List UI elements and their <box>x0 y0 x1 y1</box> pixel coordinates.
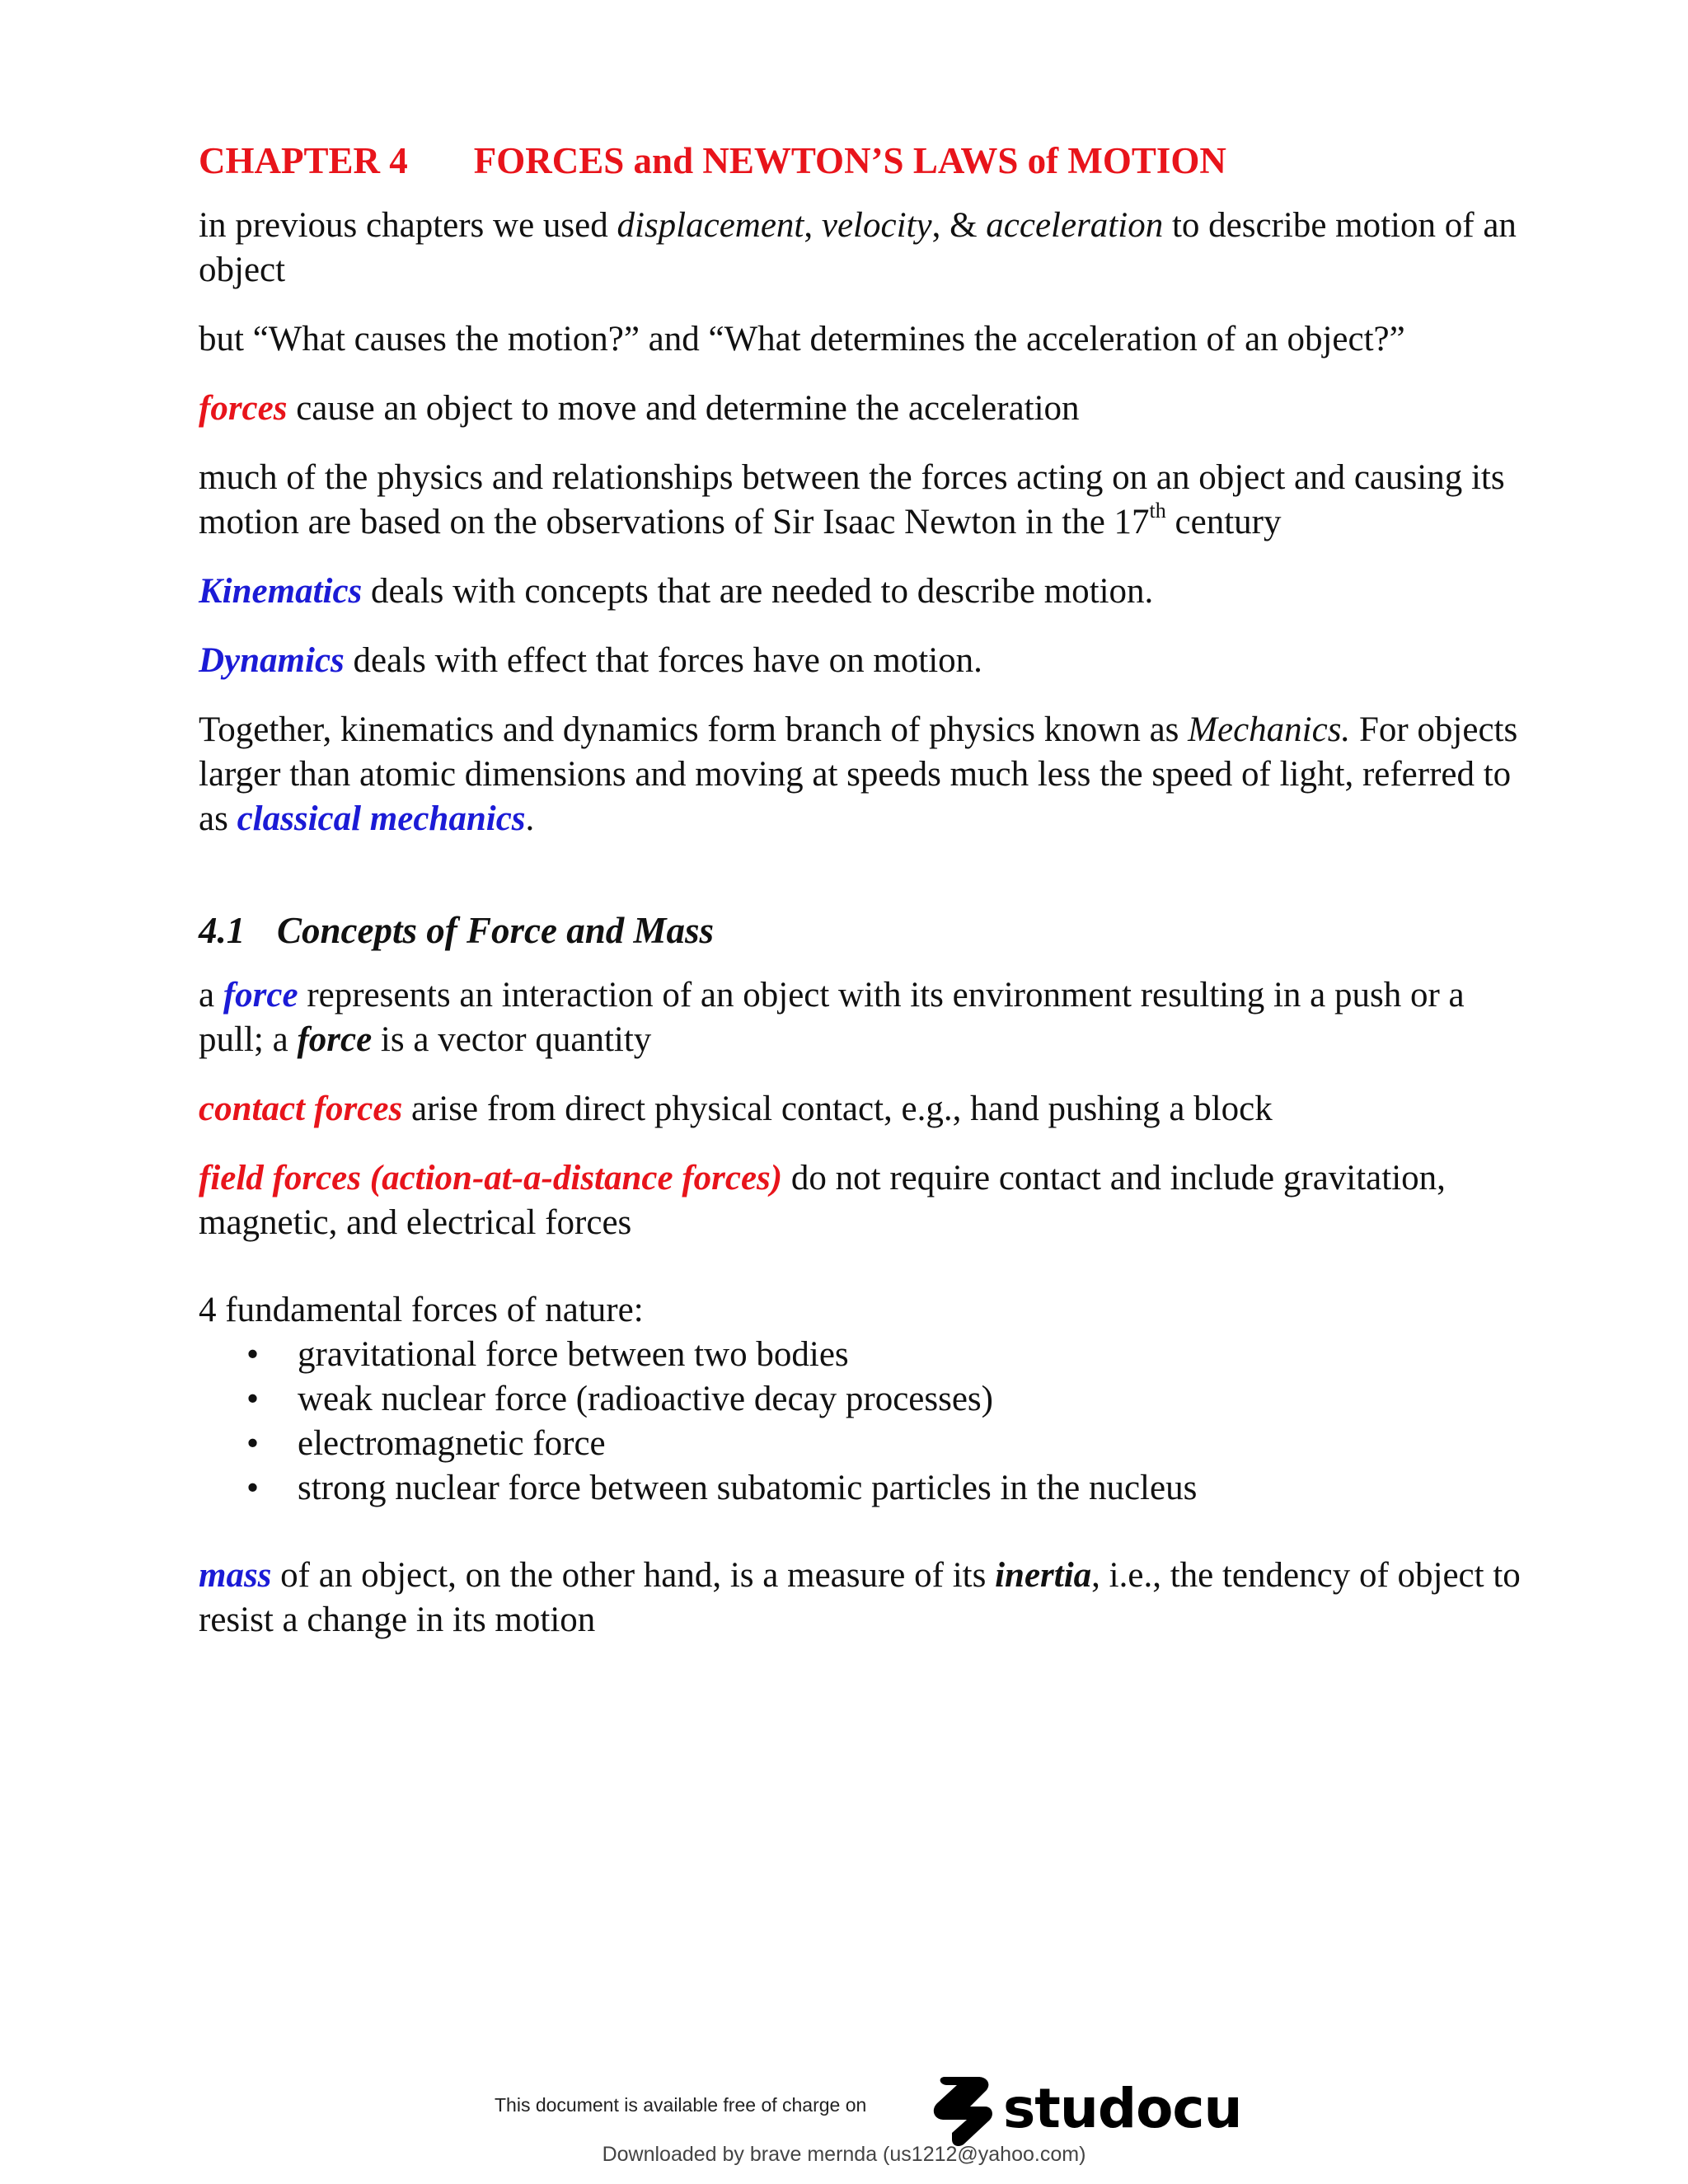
term-force-bold: force <box>297 1020 373 1059</box>
text-run: to describe motion of an object <box>199 206 1517 289</box>
text-run: Together, kinematics and dynamics form branch of physics known as <box>199 710 1189 749</box>
paragraph-previous-chapters <box>199 204 1526 293</box>
term-dynamics: Dynamics <box>199 641 345 680</box>
footer-downloaded-text: Downloaded by brave mernda (us1212@yahoo.com) <box>602 2143 1086 2166</box>
chapter-label: CHAPTER 4 <box>199 140 408 181</box>
paragraph-question: but “What causes the motion?” and “What determines the acceleration of an object?” <box>199 320 1405 359</box>
text-run: century <box>1165 503 1282 541</box>
paragraph-newton <box>199 456 1526 545</box>
text-run: represents an interaction of an object with its environment resulting in a push or a pull; a <box>199 976 1465 1059</box>
spacer <box>199 866 1526 906</box>
term-field-forces: field forces (action-at-a-distance forces) <box>199 1159 783 1197</box>
superscript: th <box>1149 498 1166 523</box>
text-run: do not require contact and include gravitation, magnetic, and electrical forces <box>199 1159 1446 1242</box>
text-run: in previous chapters we used <box>199 206 617 245</box>
paragraph-forces <box>199 387 1526 431</box>
paragraph-force-definition <box>199 973 1526 1062</box>
list-item: • gravitational force between two bodies <box>199 1333 1526 1377</box>
paragraph-kinematics <box>199 569 1526 614</box>
text-run: much of the physics and relationships between the forces acting on an object and causing its motion are based on the observations of Sir Isaac Newton in the 17 <box>199 458 1505 541</box>
studocu-logo-icon <box>927 2074 995 2148</box>
term-mechanics: Mechanics. <box>1188 710 1351 749</box>
text-run: , & <box>931 206 987 245</box>
term-velocity: velocity <box>821 206 932 245</box>
text-run: , i.e., the tendency of object to resist a change in its motion <box>199 1556 1521 1639</box>
text-run: , <box>804 206 822 245</box>
term-inertia: inertia <box>995 1556 1092 1595</box>
term-mass: mass <box>199 1556 272 1595</box>
section-title: Concepts of Force and Mass <box>277 910 715 951</box>
text-run: . <box>525 799 535 838</box>
fundamental-forces-intro: 4 fundamental forces of nature: <box>199 1291 644 1329</box>
text-run: is a vector quantity <box>372 1020 652 1059</box>
term-kinematics: Kinematics <box>199 572 363 611</box>
text-run: arise from direct physical contact, e.g., hand pushing a block <box>402 1090 1273 1128</box>
text-run: of an object, on the other hand, is a measure of its <box>271 1556 996 1595</box>
term-displacement: displacement <box>617 206 804 245</box>
text-run: For objects larger than atomic dimensions and moving at speeds much less the speed of light, referred to as <box>199 710 1518 838</box>
paragraph-mechanics <box>199 708 1526 841</box>
paragraph-dynamics <box>199 639 1526 683</box>
footer <box>0 2067 1688 2184</box>
paragraph-contact-forces <box>199 1087 1526 1132</box>
paragraph-field-forces <box>199 1156 1526 1245</box>
term-forces: forces <box>199 389 288 428</box>
text-run: deals with concepts that are needed to describe motion. <box>362 572 1154 611</box>
text-run: deals with effect that forces have on motion. <box>344 641 982 680</box>
footer-available-text: This document is available free of charge on <box>495 2094 867 2116</box>
document-body <box>199 136 1526 1667</box>
studocu-logo-text: studocu <box>1003 2077 1242 2140</box>
list-item: • electromagnetic force <box>199 1422 1526 1466</box>
paragraph-mass <box>199 1554 1526 1643</box>
section-number: 4.1 <box>199 910 246 951</box>
section-heading <box>199 906 1526 955</box>
list-item: • strong nuclear force between subatomic particles in the nucleus <box>199 1466 1526 1511</box>
term-force: force <box>223 976 298 1015</box>
text-run: a <box>199 976 223 1015</box>
term-contact-forces: contact forces <box>199 1090 403 1128</box>
term-classical-mechanics: classical mechanics <box>237 799 526 838</box>
chapter-heading <box>199 136 1526 185</box>
list-item: • weak nuclear force (radioactive decay processes) <box>199 1377 1526 1422</box>
term-acceleration: acceleration <box>986 206 1164 245</box>
text-run: cause an object to move and determine the acceleration <box>287 389 1080 428</box>
fundamental-forces-list <box>199 1333 1526 1511</box>
chapter-title: FORCES and NEWTON’S LAWS of MOTION <box>473 140 1226 181</box>
